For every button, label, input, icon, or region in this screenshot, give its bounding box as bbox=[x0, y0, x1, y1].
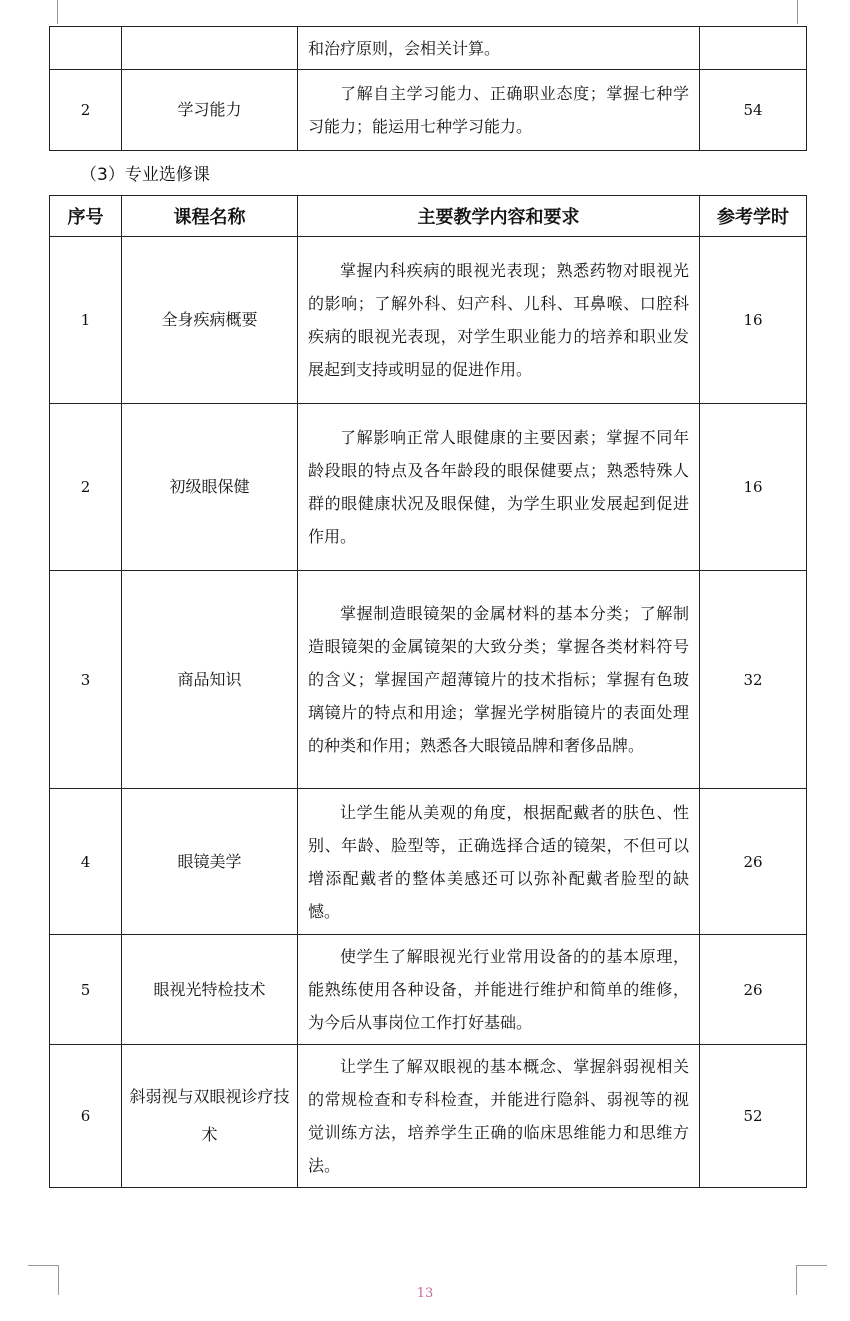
header-course-name: 课程名称 bbox=[122, 196, 298, 237]
course-name: 学习能力 bbox=[122, 70, 298, 151]
course-hours: 16 bbox=[700, 237, 807, 404]
course-content: 使学生了解眼视光行业常用设备的的基本原理，能熟练使用各种设备，并能进行维护和简单的维修，为今后从事岗位工作打好基础。 bbox=[298, 935, 700, 1045]
section-heading: （3）专业选修课 bbox=[80, 165, 210, 185]
crop-mark-bottom-right-h bbox=[796, 1265, 827, 1266]
row-index: 4 bbox=[50, 789, 122, 935]
course-name: 初级眼保健 bbox=[122, 404, 298, 571]
course-hours: 26 bbox=[700, 789, 807, 935]
course-hours bbox=[700, 27, 807, 70]
table-row bbox=[50, 237, 807, 404]
row-index: 6 bbox=[50, 1045, 122, 1188]
crop-mark-top-left bbox=[57, 0, 58, 24]
course-hours: 52 bbox=[700, 1045, 807, 1188]
course-hours: 32 bbox=[700, 571, 807, 789]
table-row bbox=[50, 571, 807, 789]
crop-mark-top-right bbox=[797, 0, 798, 24]
table-row bbox=[50, 404, 807, 571]
course-content: 了解影响正常人眼健康的主要因素；掌握不同年龄段眼的特点及各年龄段的眼保健要点；熟悉特殊人群的眼健康状况及眼保健，为学生职业发展起到促进作用。 bbox=[298, 404, 700, 571]
row-index: 5 bbox=[50, 935, 122, 1045]
course-name: 全身疾病概要 bbox=[122, 237, 298, 404]
course-hours: 26 bbox=[700, 935, 807, 1045]
header-content: 主要教学内容和要求 bbox=[298, 196, 700, 237]
page-number: 13 bbox=[416, 1286, 434, 1301]
row-index: 1 bbox=[50, 237, 122, 404]
table-row bbox=[50, 70, 807, 151]
table-row bbox=[50, 789, 807, 935]
course-name: 商品知识 bbox=[122, 571, 298, 789]
course-name: 眼视光特检技术 bbox=[122, 935, 298, 1045]
course-content: 让学生了解双眼视的基本概念、掌握斜弱视相关的常规检查和专科检查，并能进行隐斜、弱视等的视觉训练方法，培养学生正确的临床思维能力和思维方法。 bbox=[298, 1045, 700, 1188]
row-index: 2 bbox=[50, 404, 122, 571]
top-course-table bbox=[49, 26, 807, 151]
elective-course-table bbox=[49, 195, 807, 1188]
course-name bbox=[122, 27, 298, 70]
course-hours: 16 bbox=[700, 404, 807, 571]
table-header-row bbox=[50, 196, 807, 237]
course-name: 眼镜美学 bbox=[122, 789, 298, 935]
row-index: 3 bbox=[50, 571, 122, 789]
course-content: 掌握制造眼镜架的金属材料的基本分类；了解制造眼镜架的金属镜架的大致分类；掌握各类材料符号的含义；掌握国产超薄镜片的技术指标；掌握有色玻璃镜片的特点和用途；掌握光学树脂镜片的表面处理的种类和作用；熟悉各大眼镜品牌和奢侈品牌。 bbox=[298, 571, 700, 789]
course-content: 了解自主学习能力、正确职业态度；掌握七种学习能力；能运用七种学习能力。 bbox=[298, 70, 700, 151]
course-content: 和治疗原则，会相关计算。 bbox=[298, 27, 700, 70]
header-index: 序号 bbox=[50, 196, 122, 237]
header-hours: 参考学时 bbox=[700, 196, 807, 237]
course-content: 掌握内科疾病的眼视光表现；熟悉药物对眼视光的影响；了解外科、妇产科、儿科、耳鼻喉、口腔科疾病的眼视光表现，对学生职业能力的培养和职业发展起到支持或明显的促进作用。 bbox=[298, 237, 700, 404]
table-row bbox=[50, 27, 807, 70]
row-index bbox=[50, 27, 122, 70]
course-content: 让学生能从美观的角度，根据配戴者的肤色、性别、年龄、脸型等，正确选择合适的镜架，不但可以增添配戴者的整体美感还可以弥补配戴者脸型的缺憾。 bbox=[298, 789, 700, 935]
crop-mark-bottom-left-h bbox=[28, 1265, 59, 1266]
course-hours: 54 bbox=[700, 70, 807, 151]
course-name: 斜弱视与双眼视诊疗技术 bbox=[122, 1045, 298, 1188]
table-row bbox=[50, 935, 807, 1045]
table-row bbox=[50, 1045, 807, 1188]
row-index: 2 bbox=[50, 70, 122, 151]
